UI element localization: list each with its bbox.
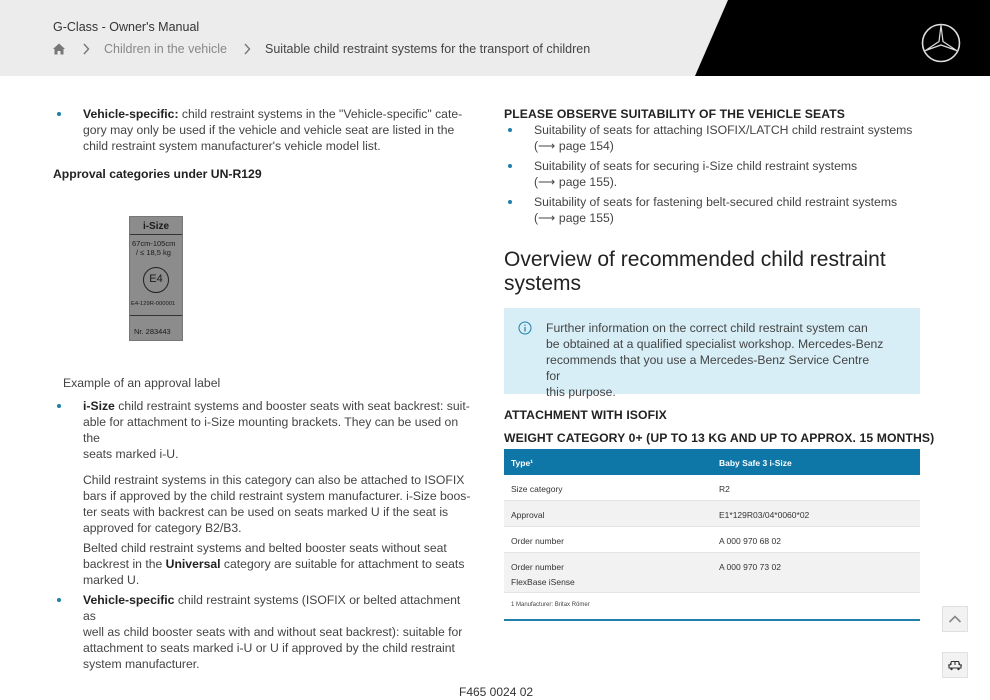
breadcrumb-item-children[interactable]: Children in the vehicle bbox=[104, 42, 227, 56]
attachment-heading: ATTACHMENT WITH ISOFIX bbox=[504, 408, 667, 422]
bullet-dot bbox=[508, 164, 512, 168]
image-code: F465 0024 02 bbox=[459, 685, 534, 699]
footnote-text: 1 Manufacturer: Britax Römer bbox=[511, 602, 590, 608]
bold-term: Vehicle-specific: bbox=[83, 107, 179, 121]
text-line: attachment to seats marked i-U or U if approved by the child restraint bbox=[83, 641, 455, 655]
left-column-bottom bbox=[53, 398, 473, 672]
paragraph bbox=[83, 472, 473, 536]
bold-term: Universal bbox=[165, 557, 221, 571]
scroll-up-button[interactable] bbox=[942, 606, 968, 632]
table-header bbox=[504, 449, 920, 475]
header-cell: Baby Safe 3 i-Size bbox=[719, 458, 792, 468]
left-column-top bbox=[53, 106, 473, 182]
heading-line: systems bbox=[504, 272, 582, 295]
text-line: seats marked i-U. bbox=[83, 447, 179, 461]
text-line: FlexBase iSense bbox=[511, 577, 575, 587]
table-cell: A 000 970 68 02 bbox=[719, 536, 781, 546]
info-box bbox=[504, 308, 920, 399]
text-line: Child restraint systems in this category can also be attached to ISOFIX bbox=[83, 473, 465, 487]
chevron-up-icon bbox=[948, 614, 962, 624]
table-cell: A 000 970 73 02 bbox=[719, 562, 781, 572]
text-line: Belted child restraint systems and belted booster seats without seat bbox=[83, 541, 447, 555]
list-item bbox=[504, 158, 920, 190]
text-fragment: backrest in the bbox=[83, 557, 166, 571]
approval-label-image bbox=[129, 216, 183, 341]
page-link[interactable]: (⟶ page 154) bbox=[534, 139, 614, 153]
bullet-dot bbox=[57, 404, 61, 408]
chevron-right-icon bbox=[243, 43, 251, 55]
text-fragment: category are suitable for attachment to seats bbox=[220, 557, 465, 571]
suitability-list bbox=[504, 122, 920, 226]
text-line: recommends that you use a Mercedes-Benz Service Centre for bbox=[546, 353, 870, 383]
text-line: bars if approved by the child restraint system manufacturer. i-Size boos- bbox=[83, 489, 471, 503]
table-row bbox=[504, 553, 920, 593]
home-icon[interactable] bbox=[52, 42, 66, 56]
table-cell bbox=[511, 560, 575, 590]
breadcrumb-current: Suitable child restraint systems for the transport of children bbox=[265, 42, 591, 56]
text-line: be obtained at a qualified specialist workshop. Mercedes-Benz bbox=[546, 337, 884, 351]
paragraph bbox=[83, 540, 473, 588]
text-line: gory may only be used if the vehicle and vehicle seat are listed in the bbox=[83, 123, 455, 137]
bold-term: Vehicle-specific bbox=[83, 593, 175, 607]
bullet-dot bbox=[57, 112, 61, 116]
table-footnote bbox=[504, 593, 920, 621]
table-cell: Approval bbox=[511, 510, 545, 520]
text-line: able for attachment to i-Size mounting brackets. They can be used on the bbox=[83, 415, 459, 445]
vehicle-icon bbox=[947, 659, 963, 671]
text-line: child restraint system manufacturer's vehicle model list. bbox=[83, 139, 381, 153]
text-line: ter seats with backrest can be used on seats marked U if the seat is bbox=[83, 505, 449, 519]
table-cell: Size category bbox=[511, 484, 563, 494]
table-cell: E1*129R03/04*0060*02 bbox=[719, 510, 810, 520]
table-row bbox=[504, 527, 920, 553]
info-text bbox=[546, 320, 886, 400]
text-line: Suitability of seats for fastening belt-secured child restraint systems bbox=[534, 195, 898, 209]
table-row bbox=[504, 475, 920, 501]
child-seat-table bbox=[504, 449, 920, 621]
text-line: marked U. bbox=[83, 573, 140, 587]
text-line: system manufacturer. bbox=[83, 657, 200, 671]
page-link[interactable]: (⟶ page 155) bbox=[534, 211, 614, 225]
heading-line: Overview of recommended child restraint bbox=[504, 248, 886, 271]
suitability-heading: PLEASE OBSERVE SUITABILITY OF THE VEHICLE SEATS bbox=[504, 107, 846, 121]
weight-category-heading: WEIGHT CATEGORY 0+ (UP TO 13 KG AND UP TO APPROX. 15 MONTHS) bbox=[504, 431, 935, 445]
right-column-top bbox=[504, 106, 920, 226]
list-item bbox=[504, 122, 920, 154]
text-line: Order number bbox=[511, 562, 564, 572]
table-row bbox=[504, 501, 920, 527]
label-serial: Nr. 283443 bbox=[134, 327, 171, 336]
text-line: Suitability of seats for securing i-Size child restraint systems bbox=[534, 159, 858, 173]
list-item bbox=[53, 592, 473, 672]
text-line: child restraint systems in the "Vehicle-specific" cate- bbox=[181, 107, 463, 121]
image-caption: Example of an approval label bbox=[63, 376, 221, 390]
text-line: this purpose. bbox=[546, 385, 616, 399]
page-link[interactable]: (⟶ page 155). bbox=[534, 175, 618, 189]
manual-title: G-Class - Owner's Manual bbox=[53, 20, 200, 34]
bullet-dot bbox=[57, 598, 61, 602]
bold-term: i-Size bbox=[83, 399, 115, 413]
text-line: Suitability of seats for attaching ISOFIX/LATCH child restraint systems bbox=[534, 123, 913, 137]
info-icon bbox=[518, 321, 532, 335]
label-isize: i-Size bbox=[142, 221, 170, 232]
label-approval-number: E4-129R-000001 bbox=[131, 301, 176, 307]
bullet-dot bbox=[508, 200, 512, 204]
label-weight: / ≤ 18,5 kg bbox=[136, 248, 171, 257]
text-line: child restraint systems (ISOFIX or belted attachment as bbox=[83, 593, 461, 623]
list-item bbox=[53, 398, 473, 588]
text-line: well as child booster seats with and without seat backrest): suitable for bbox=[83, 625, 463, 639]
header-cell: Type¹ bbox=[511, 458, 534, 468]
text-line: approved for category B2/B3. bbox=[83, 521, 242, 535]
label-size-range: 67cm-105cm bbox=[132, 239, 176, 248]
list-item bbox=[504, 194, 920, 226]
table-cell: Order number bbox=[511, 536, 564, 546]
bullet-dot bbox=[508, 128, 512, 132]
header-bar bbox=[0, 0, 990, 76]
vehicle-button[interactable] bbox=[942, 652, 968, 678]
list-item bbox=[53, 106, 473, 154]
text-line: child restraint systems and booster seats with seat backrest: suit- bbox=[118, 399, 470, 413]
breadcrumb bbox=[52, 42, 590, 56]
mercedes-star-logo[interactable] bbox=[920, 22, 962, 64]
approval-heading: Approval categories under UN-R129 bbox=[53, 167, 262, 181]
text-line: Further information on the correct child restraint system can bbox=[546, 321, 868, 335]
section-heading bbox=[504, 248, 914, 296]
table-cell: R2 bbox=[719, 484, 730, 494]
chevron-right-icon bbox=[82, 43, 90, 55]
e-mark: E4 bbox=[143, 267, 169, 293]
